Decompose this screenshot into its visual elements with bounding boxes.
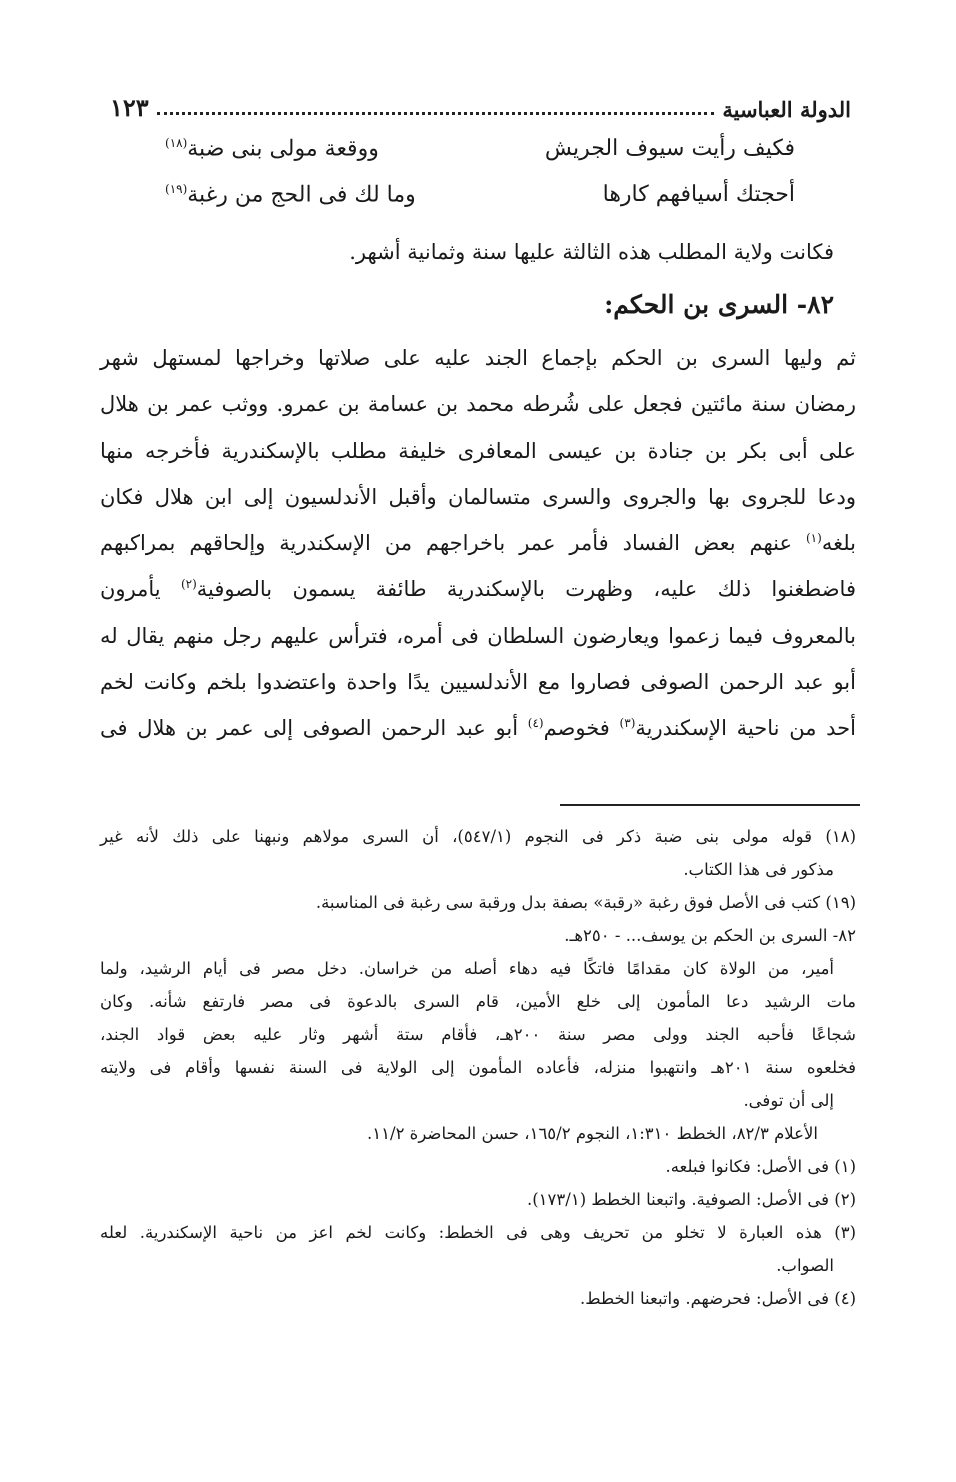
section-title: ٨٢- السرى بن الحكم: xyxy=(604,290,834,319)
bio-references: الأعلام ٨٢/٣، الخطط ١:٣١٠، النجوم ١٦٥/٢، حسن المحاضرة ١١/٢. xyxy=(367,1124,818,1143)
line9-a: أحد من ناحية الإسكندرية xyxy=(635,716,856,740)
poem-verse-1 xyxy=(165,136,795,176)
poem-verse-2 xyxy=(165,182,795,222)
verse-2-first-hemistich: أحجتك أسيافهم كارها xyxy=(602,182,795,207)
bio-line-3: شجاعًا فأحبه الجند وولى مصر سنة ٢٠٠هـ، فأقام ستة أشهر وثار عليه بعض قواد الجند، xyxy=(100,1025,856,1044)
body-line-6 xyxy=(100,577,856,601)
closing-sentence: فكانت ولاية المطلب هذه الثالثة عليها سنة وثمانية أشهر. xyxy=(349,240,834,264)
body-line-4: ودعا للجروى بها والجروى والسرى متسالمان وأقبل الأندلسيون إلى ابن هلال فكان xyxy=(100,485,856,509)
verse-1-second-text: ووقعة مولى بنى ضبة xyxy=(187,136,379,162)
body-line-9 xyxy=(100,716,856,740)
footnote-4: (٤) فى الأصل: فحرضهم. واتبعنا الخطط. xyxy=(580,1289,856,1308)
bio-line-4: فخلعوه سنة ٢٠١هـ وانتهبوا منزله، فأعاده المأمون إلى الولاية فى السنة نفسها وأقام فى ولايته xyxy=(100,1058,856,1077)
line6-end: يأمرون xyxy=(100,577,161,601)
footnote-3-line-1: (٣) هذه العبارة لا تخلو من تحريف وهى فى الخطط: وكانت لخم اعز من ناحية الإسكندرية. لعله xyxy=(100,1223,856,1242)
body-line-5 xyxy=(100,531,856,555)
body-line-7: بالمعروف فيما زعموا ويعارضون السلطان فى أمره، فترأس عليهم رجل منهم يقال له xyxy=(100,624,856,648)
body-line-1: ثم وليها السرى بن الحكم بإجماع الجند عليه على صلاتها وخراجها لمستهل شهر xyxy=(100,346,856,370)
note-ref-4: (٤) xyxy=(527,716,544,730)
running-title: الدولة العباسية xyxy=(722,97,851,122)
bio-line-1: أمير، من الولاة كان مقدامًا فاتكًا فيه دهاء أصله من خراسان. دخل مصر فى أيام الرشيد، ولما xyxy=(100,959,834,978)
bio-line-2: مات الرشيد دعا المأمون إلى خلع الأمين، قام السرى بالدعوة فى مصر فارتفع شأنه. وكان xyxy=(100,992,856,1011)
header-leader-dots xyxy=(157,112,715,115)
line9-b: فخوصم xyxy=(543,716,610,740)
verse-2-second-hemistich xyxy=(165,182,416,207)
note-ref-1: (١) xyxy=(805,531,822,545)
bio-line-5: إلى أن توفى. xyxy=(743,1091,834,1110)
bio-heading: ٨٢- السرى بن الحكم بن يوسف... - ٢٥٠هـ. xyxy=(564,926,856,945)
footnote-separator xyxy=(560,804,860,806)
footnote-18-line-2: مذكور فى هذا الكتاب. xyxy=(683,860,834,879)
line9-c: أبو عبد الرحمن الصوفى إلى عمر بن هلال فى xyxy=(100,716,519,740)
line5-start: بلغه xyxy=(821,531,856,555)
verse-1-note-ref: (١٨) xyxy=(165,136,188,150)
line5-rest: عنهم بعض الفساد فأمر عمر باخراجهم من الإسكندرية وإلحاقهم بمراكبهم xyxy=(100,531,793,555)
verse-2-second-text: وما لك فى الحج من رغبة xyxy=(187,182,416,208)
footnote-1: (١) فى الأصل: فكانوا فبلعه. xyxy=(665,1157,856,1176)
footnote-19: (١٩) كتب فى الأصل فوق رغبة «رقبة» بصفة بدل ورقبة سى رغبة فى المناسبة. xyxy=(315,893,856,912)
footnote-3-line-2: الصواب. xyxy=(776,1256,834,1275)
verse-1-first-hemistich: فكيف رأيت سيوف الجريش xyxy=(544,136,795,161)
page-number: ١٢٣ xyxy=(110,93,149,122)
footnotes xyxy=(100,820,856,1315)
body-line-8: أبو عبد الرحمن الصوفى فصاروا مع الأندلسيين يدًا واحدة واعتضدوا بلخم وكانت لخم xyxy=(100,670,856,694)
running-header xyxy=(110,86,851,122)
footnote-2: (٢) فى الأصل: الصوفية. واتبعنا الخطط (١٧٣/١). xyxy=(526,1190,856,1209)
body-line-3: على أبى بكر بن جنادة بن عيسى المعافرى خليفة مطلب بالإسكندرية فأخرجه منها xyxy=(100,439,856,463)
note-ref-3: (٣) xyxy=(619,716,636,730)
verse-2-note-ref: (١٩) xyxy=(165,182,188,196)
note-ref-2: (٢) xyxy=(180,577,197,591)
footnote-18-line-1: (١٨) قوله مولى بنى ضبة ذكر فى النجوم (٥٤٧/١)، أن السرى مولاهم ونبهنا على ذلك لأنه غير xyxy=(100,827,856,846)
line6-text: فاضطغنوا ذلك عليه، وظهرت بالإسكندرية طائفة يسمون بالصوفية xyxy=(196,577,856,601)
body-line-2: رمضان سنة مائتين فجعل على شُرطه محمد بن عسامة بن عمرو. ووثب عمر بن هلال xyxy=(100,392,856,416)
verse-1-second-hemistich xyxy=(165,136,379,161)
